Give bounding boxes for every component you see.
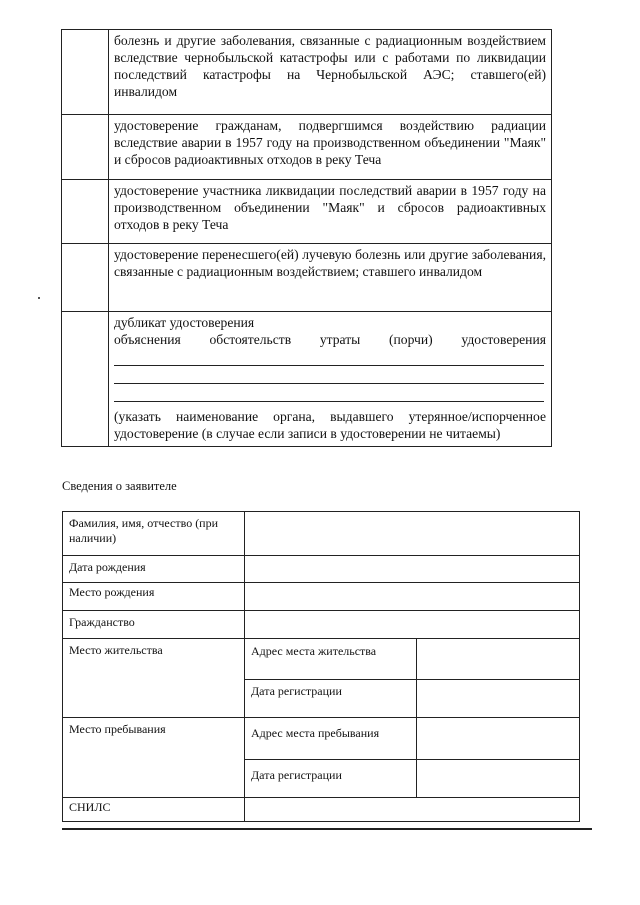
- option-text: болезнь и другие заболевания, связанные с радиационным воздействием вследствие чернобыльской катастрофы или с работами по ликвидации последствий катастрофы на Чернобыльской АЭС; ставшего(ей) инвалидом: [114, 33, 546, 99]
- table-row: [63, 555, 579, 582]
- sub-row: [245, 639, 579, 679]
- table-row: [63, 610, 579, 638]
- duplicate-title: дубликат удостоверения: [114, 315, 255, 330]
- option-checkbox[interactable]: [62, 115, 109, 179]
- option-checkbox[interactable]: [62, 30, 109, 114]
- option-row-duplicate: [62, 311, 551, 447]
- option-checkbox[interactable]: [62, 312, 109, 446]
- option-checkbox[interactable]: [62, 244, 109, 311]
- margin-mark: [38, 297, 40, 299]
- applicant-section-title: Сведения о заявителе: [62, 479, 177, 493]
- option-row: [62, 179, 551, 243]
- explanation-blank-line[interactable]: [114, 384, 544, 402]
- birth-date-label: Дата рождения: [63, 556, 245, 582]
- sub-row: [245, 759, 579, 798]
- option-row: [62, 114, 551, 179]
- sub-row: [245, 718, 579, 759]
- snils-label: СНИЛС: [63, 798, 245, 821]
- residence-label: Место жительства: [63, 639, 245, 717]
- stay-registration-date-label: Дата регистрации: [245, 760, 417, 798]
- birth-place-label: Место рождения: [63, 583, 245, 610]
- duplicate-explanation-label: объяснения обстоятельств утраты (порчи) удостоверения: [114, 332, 546, 347]
- sub-row: [245, 679, 579, 718]
- option-row: [62, 29, 551, 114]
- explanation-blank-line[interactable]: [114, 366, 544, 384]
- table-row: [63, 638, 579, 717]
- duplicate-hint: (указать наименование органа, выдавшего утерянное/испорченное удостоверение (в случае если записи в удостоверении не читаемы): [114, 409, 546, 441]
- citizenship-label: Гражданство: [63, 611, 245, 638]
- table-row: [63, 582, 579, 610]
- option-row: [62, 243, 551, 311]
- applicant-table: [62, 511, 580, 822]
- duplicate-section: [109, 312, 551, 446]
- table-row: [63, 512, 579, 555]
- explanation-blank-line[interactable]: [114, 348, 544, 366]
- option-text: удостоверение участника ликвидации последствий аварии в 1957 году на производственном объединении "Маяк" и сбросов радиоактивных отходов в реку Теча: [114, 183, 546, 232]
- option-text: удостоверение перенесшего(ей) лучевую болезнь или другие заболевания, связанные с радиационным воздействием; ставшего инвалидом: [114, 247, 546, 279]
- table-row: [63, 797, 579, 821]
- option-checkbox[interactable]: [62, 180, 109, 243]
- residence-registration-date-label: Дата регистрации: [245, 680, 417, 718]
- footer-divider: [62, 828, 592, 830]
- table-row: [63, 717, 579, 797]
- stay-label: Место пребывания: [63, 718, 245, 797]
- full-name-label: Фамилия, имя, отчество (при наличии): [63, 512, 245, 555]
- option-text: удостоверение гражданам, подвергшимся воздействию радиации вследствие аварии в 1957 году на производственном объединении "Маяк" и сбросов радиоактивных отходов в реку Теча: [114, 118, 546, 167]
- certificate-options-table: [61, 29, 552, 447]
- residence-address-label: Адрес места жительства: [245, 639, 417, 679]
- stay-address-label: Адрес места пребывания: [245, 718, 417, 759]
